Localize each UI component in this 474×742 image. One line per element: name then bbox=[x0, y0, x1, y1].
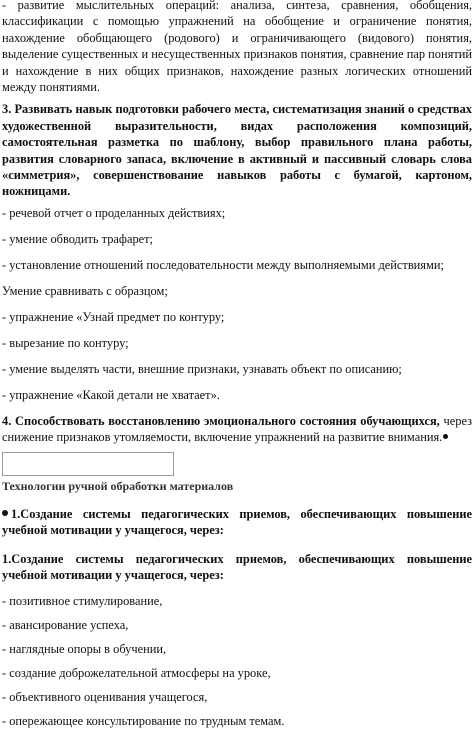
bullet-dot-icon bbox=[2, 510, 8, 516]
section-4-bold-text: 4. Способствовать восстановлению эмоционального состояния обучающихся, bbox=[2, 413, 440, 428]
empty-frame-box bbox=[2, 452, 174, 476]
compare-heading: Умение сравнивать с образцом; bbox=[2, 283, 168, 298]
list-item: - умение выделять части, внешние признаки, узнавать объект по описанию; bbox=[2, 361, 402, 376]
list-item: - вырезание по контуру; bbox=[2, 335, 129, 350]
list-item: - позитивное стимулирование, bbox=[2, 594, 163, 609]
document-page bbox=[2, 0, 472, 737]
section-3-paragraph: 3. Развивать навык подготовки рабочего места, систематизация знаний о средствах художественной выразительности, видах расположения композиций, самостоятельная разметка по шаблону, выбор правильного плана работы, развития словарного запаса, включение в активный и пассивный словарь слова «симметрия», совершенствование навыков работы с бумагой, картоном, ножницами. bbox=[2, 102, 472, 199]
block-1-paragraph bbox=[2, 506, 472, 539]
list-item: - наглядные опоры в обучении, bbox=[2, 642, 167, 657]
section-subtitle: Технологии ручной обработки материалов bbox=[2, 478, 234, 493]
section-4-paragraph bbox=[2, 413, 472, 446]
list-item: - авансирование успеха, bbox=[2, 618, 129, 633]
list-item: - упражнение «Узнай предмет по контуру; bbox=[2, 309, 225, 324]
list-item: - установление отношений последовательности между выполняемыми действиями; bbox=[2, 257, 444, 272]
intro-paragraph: - развитие мыслительных операций: анализа, синтеза, сравнения, обобщения, классификации с помощью упражнений на обобщение и ограничение понятия, нахождение обобщающего (родового) и ограничивающего (видового) понятия, выделение существенных и несущественных признаков понятия, сравнение пар понятий и нахождение в них общих признаков, нахождение разных логических отношений между понятиями. bbox=[2, 0, 472, 95]
block-1-text: 1.Создание системы педагогических приемов, обеспечивающих повышение учебной мотивации у учащегося, через: bbox=[2, 506, 472, 538]
list-item: - речевой отчет о проделанных действиях; bbox=[2, 205, 226, 220]
list-item: - умение обводить трафарет; bbox=[2, 231, 153, 246]
section-4-text: через снижение признаков утомляемости, включение упражнений на развитие внимания. bbox=[2, 413, 472, 445]
bullet-dot-icon bbox=[443, 434, 448, 439]
block-2-paragraph: 1.Создание системы педагогических приемов, обеспечивающих повышение учебной мотивации у учащегося, через: bbox=[2, 551, 472, 582]
list-item: - создание доброжелательной атмосферы на уроке, bbox=[2, 666, 271, 681]
list-item: - упражнение «Какой детали не хватает». bbox=[2, 387, 220, 402]
list-item: - опережающее консультирование по трудным темам. bbox=[2, 714, 285, 729]
list-item: - объективного оценивания учащегося, bbox=[2, 690, 208, 705]
